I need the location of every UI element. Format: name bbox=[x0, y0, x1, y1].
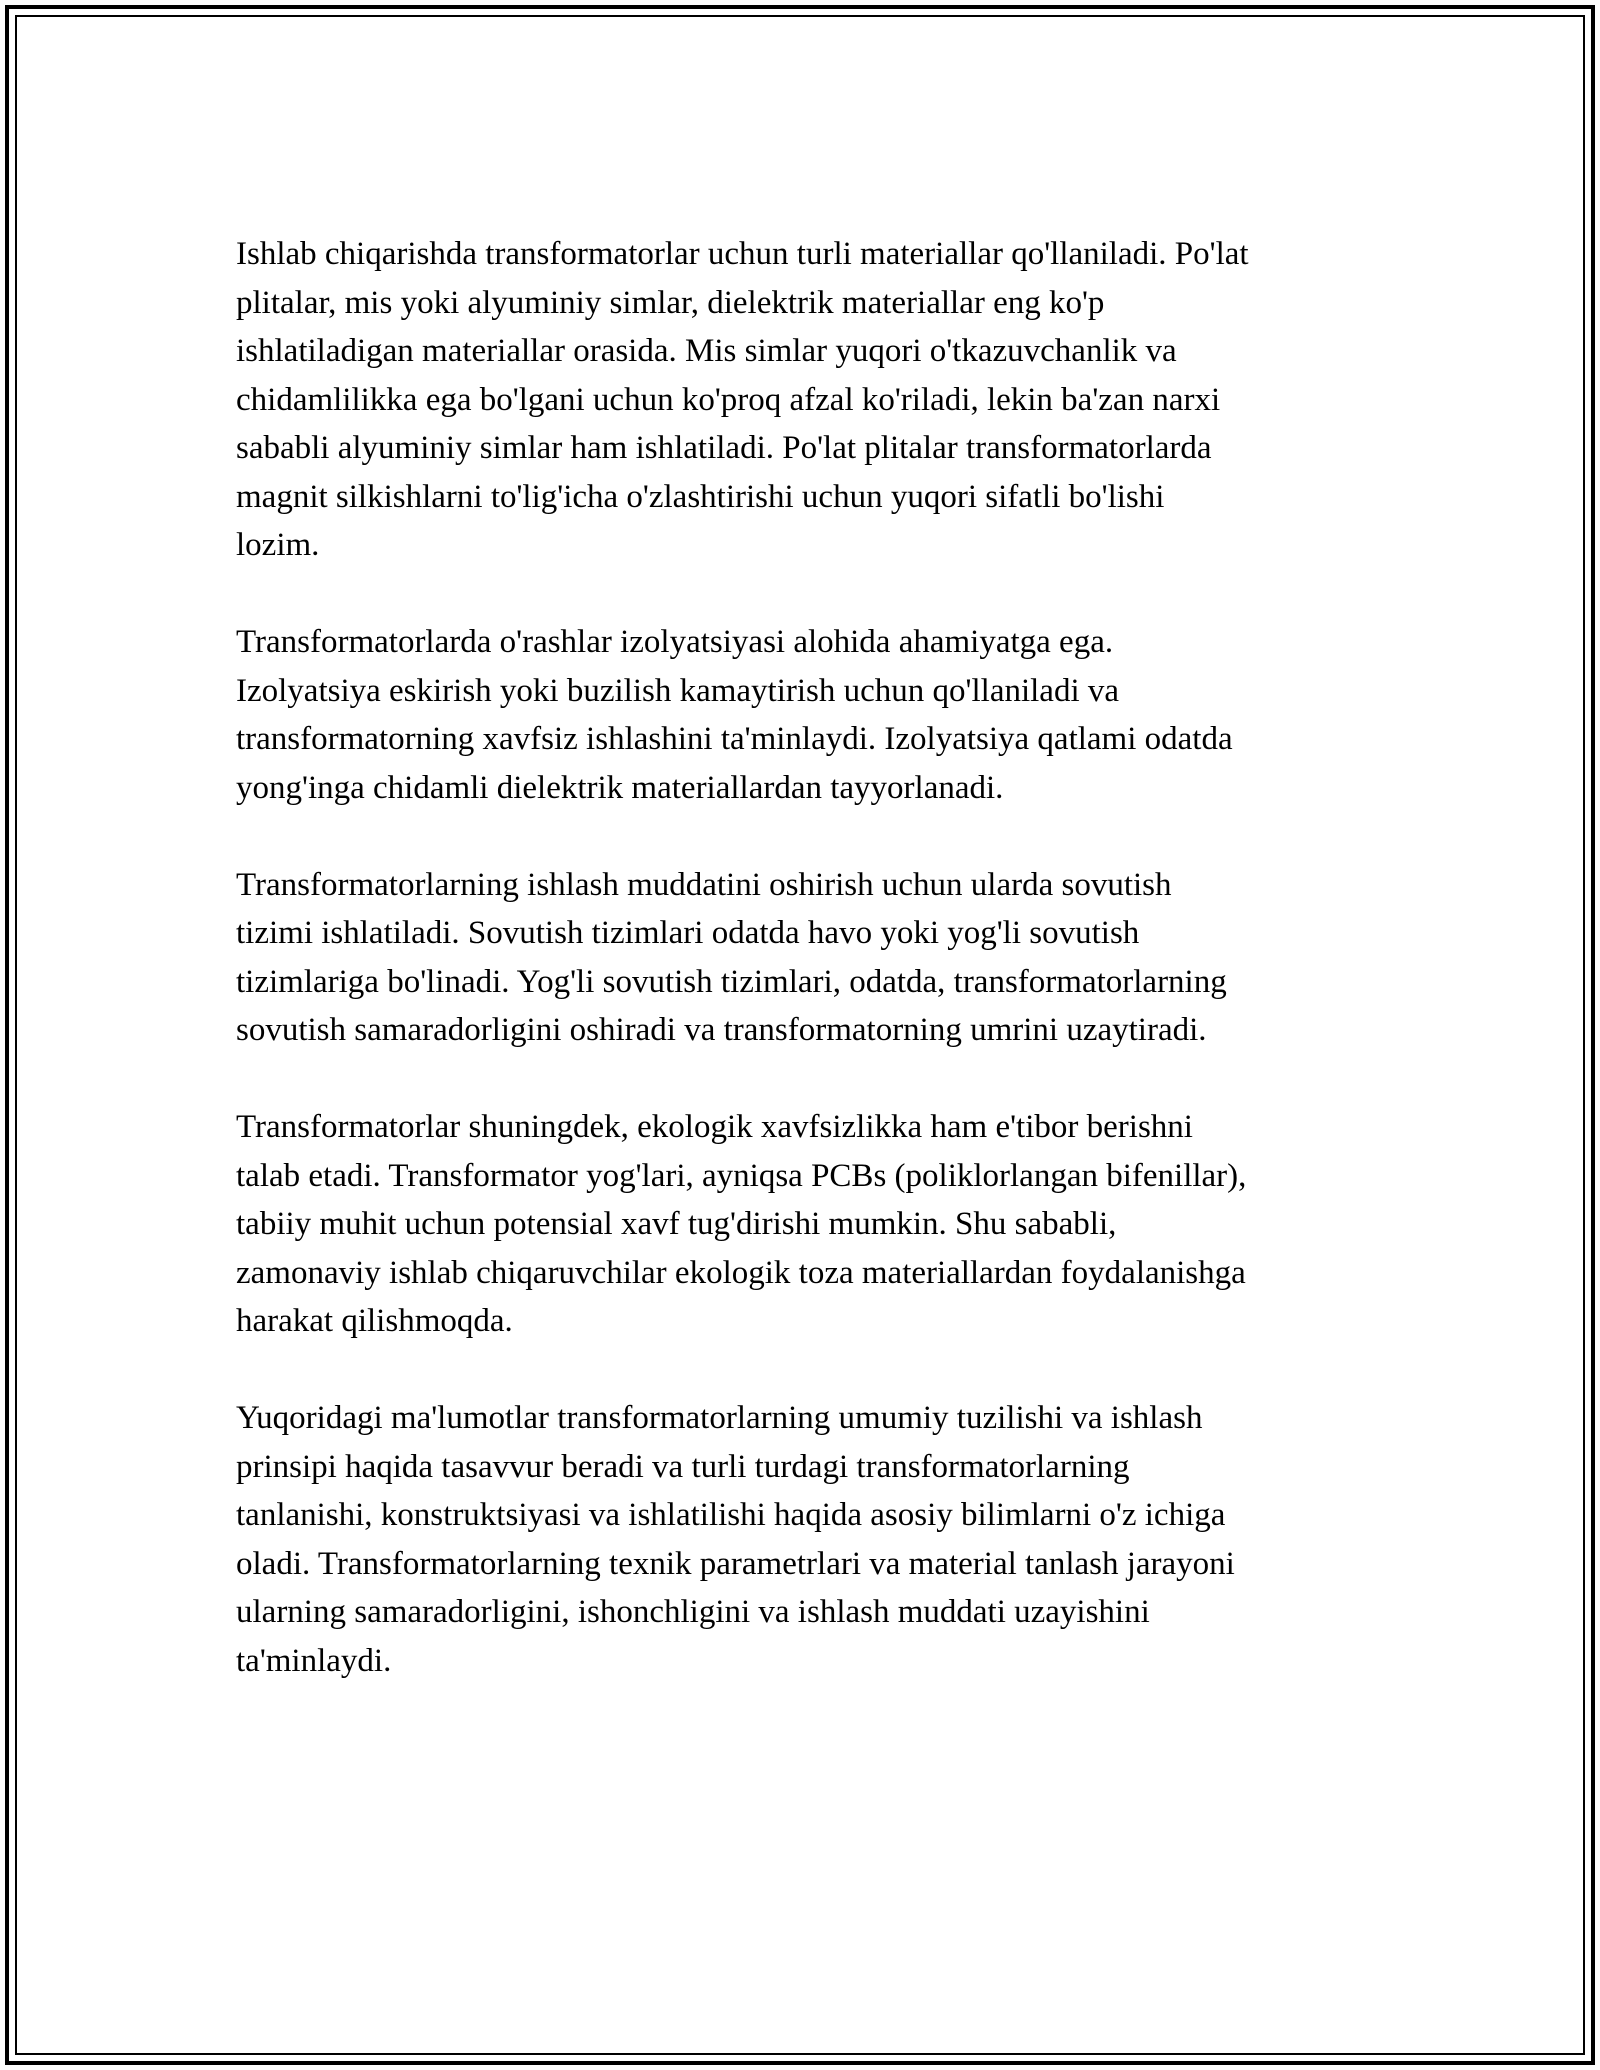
text-line: lozim. bbox=[236, 527, 320, 563]
text-line: magnit silkishlarni to'lig'icha o'zlashtirishi uchun yuqori sifatli bo'lishi bbox=[236, 478, 1165, 515]
text-line: ishlatiladigan materiallar orasida. Mis simlar yuqori o'tkazuvchanlik va bbox=[236, 333, 1177, 369]
text-line: Yuqoridagi ma'lumotlar transformatorlarning umumiy tuzilishi va ishlash bbox=[236, 1400, 1203, 1436]
text-line: harakat qilishmoqda. bbox=[236, 1303, 513, 1339]
text-line: Transformatorlarda o'rashlar izolyatsiyasi alohida ahamiyatga ega. bbox=[236, 624, 1114, 660]
text-line: chidamlilikka ega bo'lgani uchun ko'proq afzal ko'riladi, lekin ba'zan narxi bbox=[236, 381, 1221, 418]
text-line: tizimi ishlatiladi. Sovutish tizimlari odatda havo yoki yog'li sovutish bbox=[236, 915, 1140, 951]
text-line: tizimlariga bo'linadi. Yog'li sovutish tizimlari, odatda, transformatorlarning bbox=[236, 963, 1227, 1000]
text-line: tanlanishi, konstruktsiyasi va ishlatilishi haqida asosiy bilimlarni o'z ichiga bbox=[236, 1497, 1226, 1533]
text-line: ularning samaradorligini, ishonchligini va ishlash muddati uzayishini bbox=[236, 1594, 1150, 1630]
text-line: prinsipi haqida tasavvur beradi va turli turdagi transformatorlarning bbox=[236, 1448, 1130, 1485]
text-line: Transformatorlar shuningdek, ekologik xavfsizlikka ham e'tibor berishni bbox=[236, 1109, 1193, 1145]
text-line: talab etadi. Transformator yog'lari, ayniqsa PCBs (poliklorlangan bifenillar), bbox=[236, 1157, 1247, 1194]
text-line: Transformatorlarning ishlash muddatini oshirish uchun ularda sovutish bbox=[236, 866, 1172, 903]
paragraph-insulation bbox=[236, 618, 1366, 812]
text-line: sovutish samaradorligini oshiradi va transformatorning umrini uzaytiradi. bbox=[236, 1012, 1207, 1048]
text-line: Izolyatsiya eskirish yoki buzilish kamaytirish uchun qo'llaniladi va bbox=[236, 672, 1120, 709]
paragraph-cooling bbox=[236, 861, 1366, 1055]
text-line: tabiiy muhit uchun potensial xavf tug'dirishi mumkin. Shu sababli, bbox=[236, 1206, 1117, 1242]
text-line: sababli alyuminiy simlar ham ishlatiladi. Po'lat plitalar transformatorlarda bbox=[236, 430, 1212, 466]
document-body bbox=[236, 230, 1366, 1734]
paragraph-summary bbox=[236, 1394, 1366, 1685]
text-line: Ishlab chiqarishda transformatorlar uchun turli materiallar qo'llaniladi. Po'lat bbox=[236, 236, 1249, 272]
paragraph-materials bbox=[236, 230, 1366, 570]
text-line: plitalar, mis yoki alyuminiy simlar, dielektrik materiallar eng ko'p bbox=[236, 284, 1105, 321]
text-line: yong'inga chidamli dielektrik materiallardan tayyorlanadi. bbox=[236, 769, 1004, 806]
paragraph-ecology bbox=[236, 1103, 1366, 1346]
text-line: zamonaviy ishlab chiqaruvchilar ekologik toza materiallardan foydalanishga bbox=[236, 1254, 1246, 1291]
text-line: transformatorning xavfsiz ishlashini ta'minlaydi. Izolyatsiya qatlami odatda bbox=[236, 721, 1233, 757]
text-line: ta'minlaydi. bbox=[236, 1642, 392, 1679]
text-line: oladi. Transformatorlarning texnik parametrlari va material tanlash jarayoni bbox=[236, 1545, 1235, 1582]
